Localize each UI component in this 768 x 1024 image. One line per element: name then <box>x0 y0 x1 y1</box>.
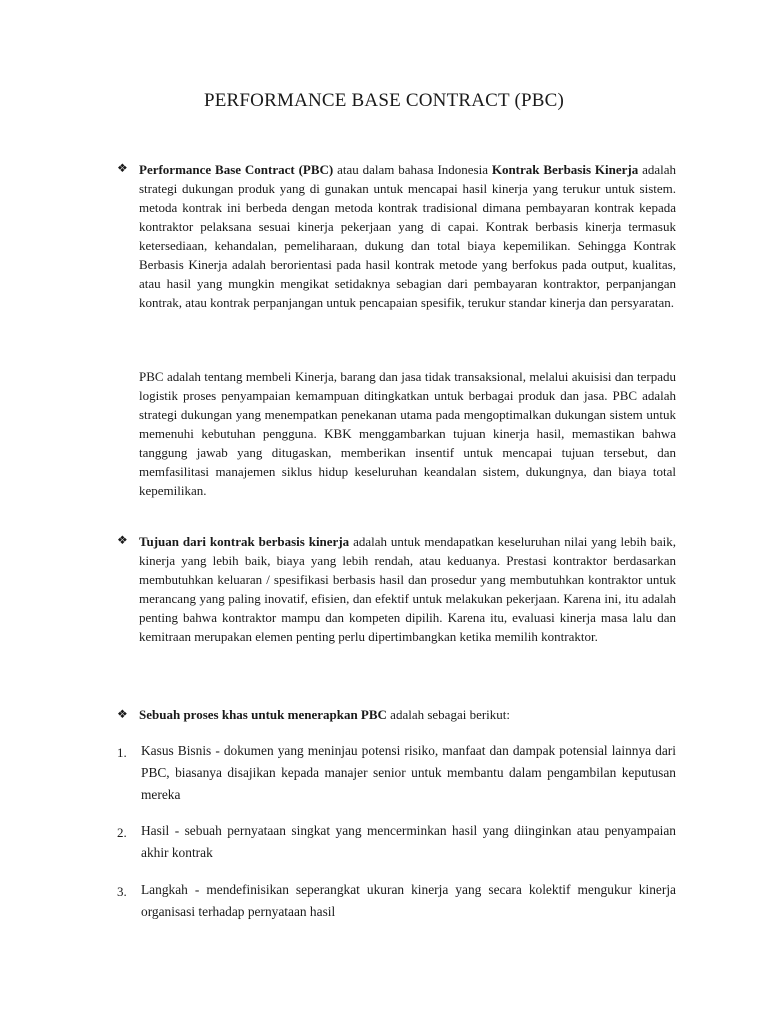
term-pbc: Performance Base Contract (PBC) <box>139 162 334 177</box>
bullet-icon: ❖ <box>117 533 128 547</box>
term-kbk: Kontrak Berbasis Kinerja <box>491 162 639 177</box>
paragraph-pbc-about: PBC adalah tentang membeli Kinerja, barang dan jasa tidak transaksional, melalui akuisisi dan terpadu logistik proses penyampaian kemampuan ditingkatkan untuk berbagai produk dan jasa. PBC adalah strategi dukungan yang menempatkan penekanan utama pada mengoptimalkan dukungan sistem untuk memenuhi kebutuhan pengguna. KBK menggambarkan tujuan kinerja hasil, memastikan bahwa tanggung jawab yang ditugaskan, memberikan insentif untuk mencapai tujuan tersebut, dan memfasilitasi manajemen siklus hidup keseluruhan keandalan sistem, dukungnya, dan biaya total kepemilikan. <box>139 369 676 498</box>
section-pbc-process <box>139 705 676 724</box>
text-segment: adalah untuk mendapatkan keseluruhan nilai yang lebih baik, kinerja yang lebih baik, biaya yang lebih rendah, atau keduanya. Prestasi kontraktor berdasarkan membutuhkan keluaran / spesifikasi berbasis hasil dan prosedur yang membutuhkan kontraktor untuk merancang yang paling inovatif, efisien, dan efektif untuk melakukan pekerjaan. Karena ini, itu adalah penting bahwa kontraktor mampu dan kompeten dipilih. Karena itu, evaluasi kinerja masa lalu dan kemitraan merupakan elemen penting perlu dipertimbangkan ketika memilih kontraktor. <box>139 534 676 644</box>
list-item-business-case: Kasus Bisnis - dokumen yang meninjau potensi risiko, manfaat dan dampak potensial lainnya dari PBC, biasanya disajikan kepada manajer senior untuk membantu dalam pengambilan keputusan mereka <box>141 743 676 802</box>
text-segment: adalah sebagai berikut: <box>386 707 511 722</box>
list-number: 3. <box>117 884 127 899</box>
section-pbc-goal <box>139 532 676 646</box>
text-segment: atau dalam bahasa Indonesia <box>333 162 492 177</box>
document-title: PERFORMANCE BASE CONTRACT (PBC) <box>203 90 565 111</box>
text-segment: adalah strategi dukungan produk yang di gunakan untuk mencapai hasil kinerja yang terukur untuk sistem. metoda kontrak ini berbeda dengan metoda kontrak tradisional dimana pembayaran kontrak kepada kontraktor pelaksana sesuai kinerja pekerjaan yang di capai. Kontrak berbasis kinerja termasuk ketersediaan, kehandalan, pemeliharaan, dukung dan total biaya kepemilikan. Sehingga Kontrak Berbasis Kinerja adalah berorientasi pada hasil kontrak metode yang berfokus pada output, kualitas, atau hasil yang mungkin mengikat setidaknya sebagian dari pembayaran kontraktor, perpanjangan kontrak, atau kontrak perpanjangan untuk pencapaian spesifik, terukur standar kinerja dan persyaratan. <box>139 162 677 310</box>
list-number: 1. <box>117 745 127 760</box>
list-item-result: Hasil - sebuah pernyataan singkat yang mencerminkan hasil yang diinginkan atau penyampaian akhir kontrak <box>141 823 676 860</box>
section-pbc-definition <box>139 160 676 312</box>
term-goal: Tujuan dari kontrak berbasis kinerja <box>139 534 350 549</box>
list-item-step: Langkah - mendefinisikan seperangkat ukuran kinerja yang secara kolektif mengukur kinerja organisasi terhadap pernyataan hasil <box>141 882 676 919</box>
bullet-icon: ❖ <box>117 161 128 175</box>
term-process: Sebuah proses khas untuk menerapkan PBC <box>139 707 387 722</box>
list-number: 2. <box>117 825 127 840</box>
bullet-icon: ❖ <box>117 707 128 721</box>
